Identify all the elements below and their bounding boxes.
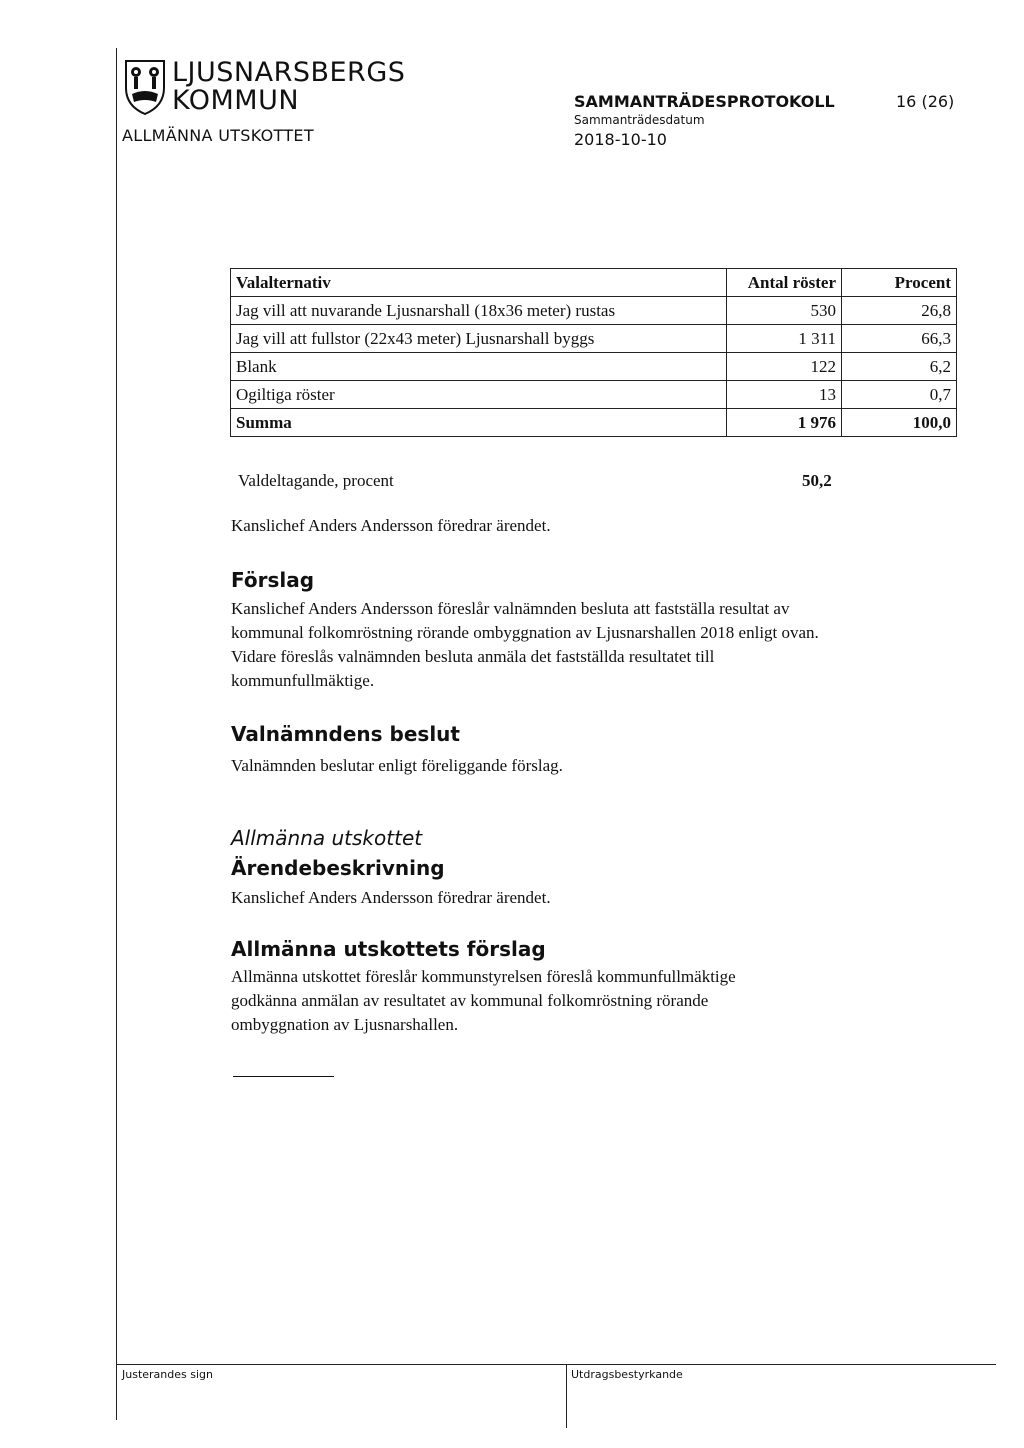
page-number: 16 (26) <box>896 92 955 111</box>
date-label: Sammanträdesdatum <box>574 113 705 127</box>
row-percent: 0,7 <box>842 381 957 409</box>
header-alternative: Valalternativ <box>231 269 727 297</box>
text-line: Allmänna utskottet föreslår kommunstyrelsen föreslå kommunfullmäktige <box>231 967 736 986</box>
row-votes: 530 <box>727 297 842 325</box>
turnout-value: 50,2 <box>802 471 832 490</box>
extract-certification-label: Utdragsbestyrkande <box>571 1368 683 1381</box>
text-line: Kanslichef Anders Andersson föreslår valnämnden besluta att fastställa resultat av <box>231 599 790 618</box>
presentation-note: Kanslichef Anders Andersson föredrar ärendet. <box>231 888 551 907</box>
row-percent: 26,8 <box>842 297 957 325</box>
table-row <box>231 353 957 381</box>
sum-label: Summa <box>231 409 727 437</box>
committee-proposal-text <box>231 965 951 1037</box>
heading-decision: Valnämndens beslut <box>231 722 460 746</box>
turnout-label: Valdeltagande, procent <box>238 471 394 490</box>
table-row <box>231 325 957 353</box>
margin-rule <box>116 48 117 1420</box>
header-votes: Antal röster <box>727 269 842 297</box>
presentation-note: Kanslichef Anders Andersson föredrar ärendet. <box>231 516 551 535</box>
row-alternative: Jag vill att fullstor (22x43 meter) Ljusnarshall byggs <box>231 325 727 353</box>
row-percent: 66,3 <box>842 325 957 353</box>
heading-proposal: Förslag <box>231 568 315 592</box>
heading-case-description: Ärendebeskrivning <box>231 856 445 880</box>
sum-percent: 100,0 <box>842 409 957 437</box>
row-alternative: Jag vill att nuvarande Ljusnarshall (18x36 meter) rustas <box>231 297 727 325</box>
table-header-row <box>231 269 957 297</box>
end-rule <box>233 1076 334 1077</box>
heading-committee: Allmänna utskottet <box>231 826 423 850</box>
meeting-date: 2018-10-10 <box>574 130 667 149</box>
heading-committee-proposal: Allmänna utskottets förslag <box>231 937 546 961</box>
row-alternative: Ogiltiga röster <box>231 381 727 409</box>
decision-text: Valnämnden beslutar enligt föreliggande förslag. <box>231 756 563 775</box>
sum-votes: 1 976 <box>727 409 842 437</box>
table-row <box>231 297 957 325</box>
row-votes: 13 <box>727 381 842 409</box>
text-line: godkänna anmälan av resultatet av kommunal folkomröstning rörande <box>231 991 709 1010</box>
table-row <box>231 381 957 409</box>
proposal-text <box>231 597 951 693</box>
table-sum-row <box>231 409 957 437</box>
text-line: ombyggnation av Ljusnarshallen. <box>231 1015 459 1034</box>
org-name-line2: KOMMUN <box>172 85 300 116</box>
text-line: Vidare föreslås valnämnden besluta anmäla det fastställda resultatet till <box>231 647 715 666</box>
text-line: kommunfullmäktige. <box>231 671 375 690</box>
footer-rule <box>116 1364 996 1365</box>
row-percent: 6,2 <box>842 353 957 381</box>
row-votes: 1 311 <box>727 325 842 353</box>
org-name-line1: LJUSNARSBERGS <box>172 57 406 88</box>
signature-label: Justerandes sign <box>122 1368 213 1381</box>
row-votes: 122 <box>727 353 842 381</box>
document-type: SAMMANTRÄDESPROTOKOLL <box>574 92 835 111</box>
header-percent: Procent <box>842 269 957 297</box>
footer-divider <box>566 1364 567 1428</box>
text-line: kommunal folkomröstning rörande ombyggnation av Ljusnarshallen 2018 enligt ovan. <box>231 623 819 642</box>
municipality-logo <box>122 58 168 116</box>
row-alternative: Blank <box>231 353 727 381</box>
committee-name: ALLMÄNNA UTSKOTTET <box>122 126 314 145</box>
vote-result-table <box>230 268 957 437</box>
